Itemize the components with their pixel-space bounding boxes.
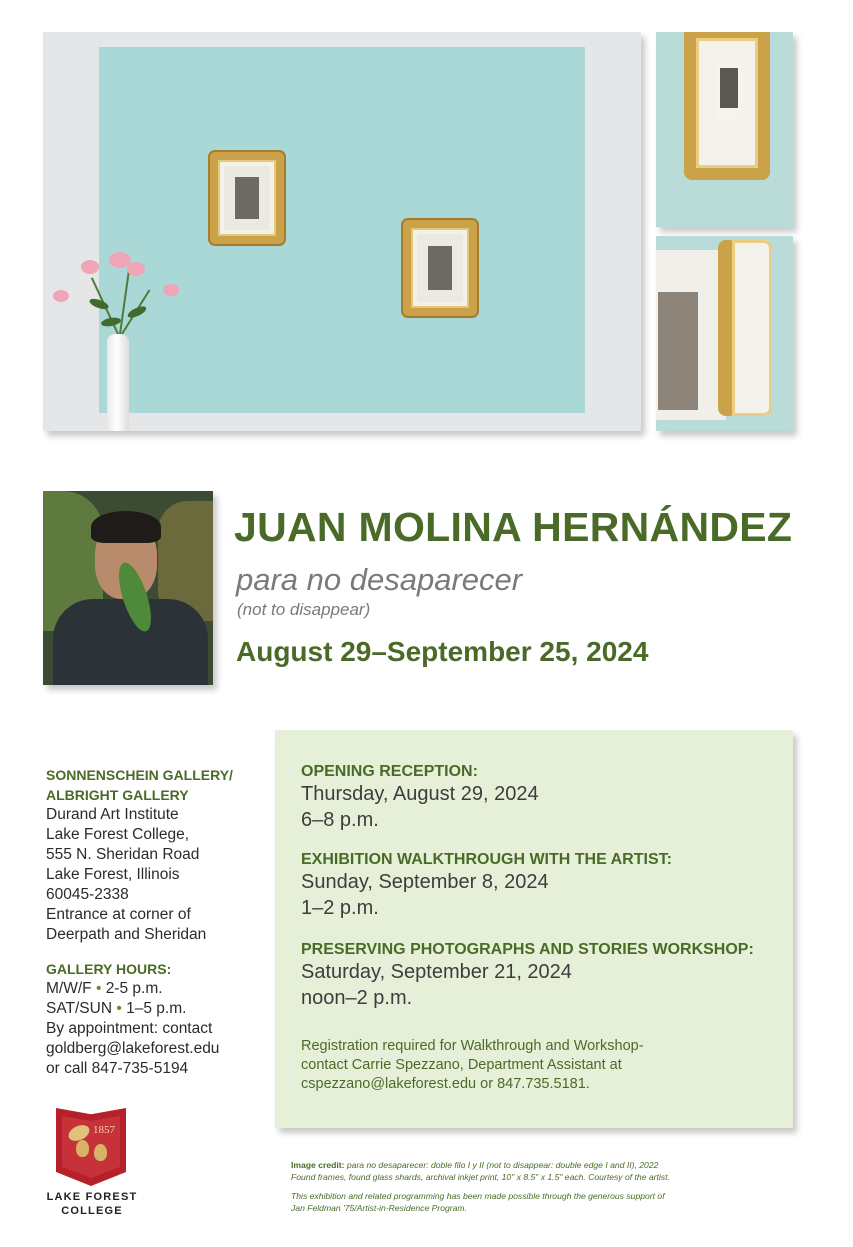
registration-note (301, 1037, 781, 1094)
gallery-name-line-2: ALBRIGHT GALLERY (46, 787, 189, 803)
college-name-line-2: COLLEGE (61, 1205, 123, 1217)
lake-forest-college-logo (42, 1108, 142, 1220)
gallery-name-line-1: SONNENSCHEIN GALLERY/ (46, 767, 233, 783)
contact-email[interactable]: goldberg@lakeforest.edu (46, 1040, 220, 1057)
white-vase (107, 334, 129, 431)
support-line: This exhibition and related programming has been made possible through the generous support of (291, 1191, 665, 1201)
event-workshop (301, 941, 754, 1011)
event-time: 6–8 p.m. (301, 809, 379, 831)
contact-phone[interactable]: or call 847-735-5194 (46, 1060, 189, 1077)
exhibition-photo-detail-bottom (656, 236, 793, 431)
artist-portrait-photo (43, 491, 213, 685)
logo-year: 1857 (93, 1124, 115, 1136)
address-line: Lake Forest, Illinois (46, 866, 180, 883)
address-line: Lake Forest College, (46, 826, 190, 843)
acorn-icon (76, 1140, 89, 1157)
exhibition-photo-detail-top (656, 32, 793, 227)
credits (291, 1160, 801, 1214)
exhibition-photo-main (43, 32, 641, 431)
address-line: Durand Art Institute (46, 806, 179, 823)
gallery-hours-label: GALLERY HOURS: (46, 961, 172, 977)
event-heading: PRESERVING PHOTOGRAPHS AND STORIES WORKSHOP: (301, 941, 754, 958)
address-line: 60045-2338 (46, 886, 129, 903)
event-opening-reception (301, 763, 539, 833)
registration-line: Registration required for Walkthrough and Workshop- (301, 1038, 644, 1054)
address-line: 555 N. Sheridan Road (46, 846, 200, 863)
events-panel (275, 730, 793, 1128)
exhibition-title-translation: (not to disappear) (237, 600, 371, 619)
support-note (291, 1191, 801, 1214)
event-date: Saturday, September 21, 2024 (301, 961, 572, 983)
appointment-line: By appointment: contact (46, 1020, 213, 1037)
exhibition-title: para no desaparecer (236, 562, 523, 597)
event-walkthrough (301, 851, 672, 921)
college-name (42, 1190, 142, 1218)
weekend-hours (46, 999, 266, 1019)
bullet-icon: • (95, 980, 102, 997)
event-time: 1–2 p.m. (301, 897, 379, 919)
weekday-days: M/W/F (46, 980, 92, 997)
registration-contact[interactable]: cspezzano@lakeforest.edu or 847.735.5181. (301, 1076, 590, 1092)
artist-name: JUAN MOLINA HERNÁNDEZ (234, 504, 793, 550)
address-line: Entrance at corner of (46, 906, 191, 923)
framed-portrait-right (403, 220, 477, 316)
gallery-hours (46, 959, 266, 1079)
support-line: Jan Feldman '75/Artist-in-Residence Program. (291, 1202, 467, 1213)
exhibition-dates: August 29–September 25, 2024 (236, 636, 649, 667)
event-heading: OPENING RECEPTION: (301, 763, 478, 780)
event-time: noon–2 p.m. (301, 987, 413, 1009)
registration-line: contact Carrie Spezzano, Department Assistant at (301, 1057, 622, 1073)
event-date: Thursday, August 29, 2024 (301, 783, 539, 805)
weekend-times: 1–5 p.m. (126, 1000, 187, 1017)
image-credit-label: Image credit: (291, 1160, 345, 1170)
acorn-icon (94, 1144, 107, 1161)
image-credit-text: para no desaparecer: doble filo I y II (not to disappear: double edge I and II), 2022 (346, 1160, 659, 1170)
weekday-hours (46, 979, 266, 999)
address-line: Deerpath and Sheridan (46, 926, 207, 943)
blue-wall (99, 47, 585, 413)
event-heading: EXHIBITION WALKTHROUGH WITH THE ARTIST: (301, 851, 672, 868)
weekday-times: 2-5 p.m. (105, 980, 163, 997)
gallery-info (46, 765, 266, 1079)
image-credit-materials: Found frames, found glass shards, archival inkjet print, 10" x 8.5" x 1.5" each. Courtesy of the artist. (291, 1171, 670, 1182)
framed-portrait-left (210, 152, 284, 244)
event-date: Sunday, September 8, 2024 (301, 871, 549, 893)
bullet-icon: • (116, 1000, 122, 1017)
college-name-line-1: LAKE FOREST (46, 1191, 138, 1203)
weekend-days: SAT/SUN (46, 1000, 113, 1017)
